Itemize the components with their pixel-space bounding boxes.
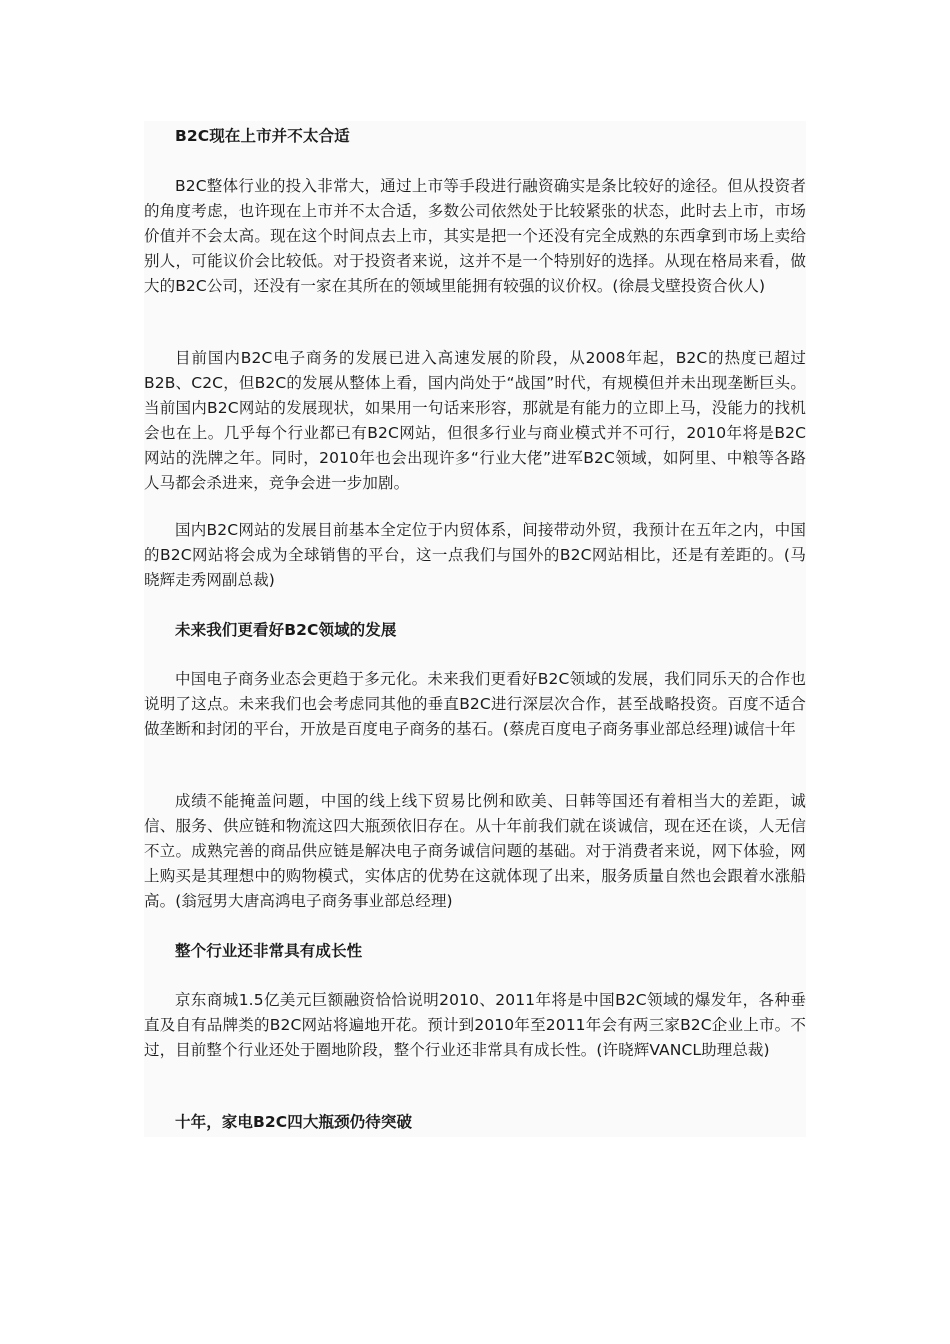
section-heading: 十年，家电B2C四大瓶颈仍待突破	[175, 1113, 413, 1131]
paragraph: 国内B2C网站的发展目前基本全定位于内贸体系，间接带动外贸，我预计在五年之内，中国的B2C网站将会成为全球销售的平台，这一点我们与国外的B2C网站相比，还是有差距的。(马晓辉走秀网副总裁)	[144, 521, 806, 589]
paragraph: 目前国内B2C电子商务的发展已进入高速发展的阶段，从2008年起，B2C的热度已超过B2B、C2C，但B2C的发展从整体上看，国内尚处于“战国”时代，有规模但并未出现垄断巨头。当前国内B2C网站的发展现状，如果用一句话来形容，那就是有能力的立即上马，没能力的找机会也在上。几乎每个行业都已有B2C网站，但很多行业与商业模式并不可行，2010年将是B2C网站的洗牌之年。同时，2010年也会出现许多“行业大佬”进军B2C领域，如阿里、中粮等各路人马都会杀进来，竞争会进一步加剧。	[144, 349, 806, 492]
paragraph: B2C整体行业的投入非常大，通过上市等手段进行融资确实是条比较好的途径。但从投资者的角度考虑，也许现在上市并不太合适，多数公司依然处于比较紧张的状态，此时去上市，市场价值并不会太高。现在这个时间点去上市，其实是把一个还没有完全成熟的东西拿到市场上卖给别人，可能议价会比较低。对于投资者来说，这并不是一个特别好的选择。从现在格局来看，做大的B2C公司，还没有一家在其所在的领域里能拥有较强的议价权。(徐晨戈壁投资合伙人)	[144, 177, 806, 295]
section-heading: B2C现在上市并不太合适	[175, 127, 350, 145]
article-body	[144, 121, 806, 1137]
paragraph: 中国电子商务业态会更趋于多元化。未来我们更看好B2C领域的发展，我们同乐天的合作也说明了这点。未来我们也会考虑同其他的垂直B2C进行深层次合作，甚至战略投资。百度不适合做垄断和封闭的平台，开放是百度电子商务的基石。(蔡虎百度电子商务事业部总经理)诚信十年	[144, 670, 806, 738]
paragraph: 成绩不能掩盖问题，中国的线上线下贸易比例和欧美、日韩等国还有着相当大的差距，诚信、服务、供应链和物流这四大瓶颈依旧存在。从十年前我们就在谈诚信，现在还在谈，人无信不立。成熟完善的商品供应链是解决电子商务诚信问题的基础。对于消费者来说，网下体验，网上购买是其理想中的购物模式，实体店的优势在这就体现了出来，服务质量自然也会跟着水涨船高。(翁冠男大唐高鸿电子商务事业部总经理)	[144, 792, 806, 910]
section-heading: 未来我们更看好B2C领域的发展	[175, 621, 397, 639]
paragraph: 京东商城1.5亿美元巨额融资恰恰说明2010、2011年将是中国B2C领域的爆发年，各种垂直及自有品牌类的B2C网站将遍地开花。预计到2010年至2011年会有两三家B2C企业上市。不过，目前整个行业还处于圈地阶段，整个行业还非常具有成长性。(许晓辉VANCL助理总裁)	[144, 991, 806, 1059]
section-heading: 整个行业还非常具有成长性	[175, 942, 363, 960]
